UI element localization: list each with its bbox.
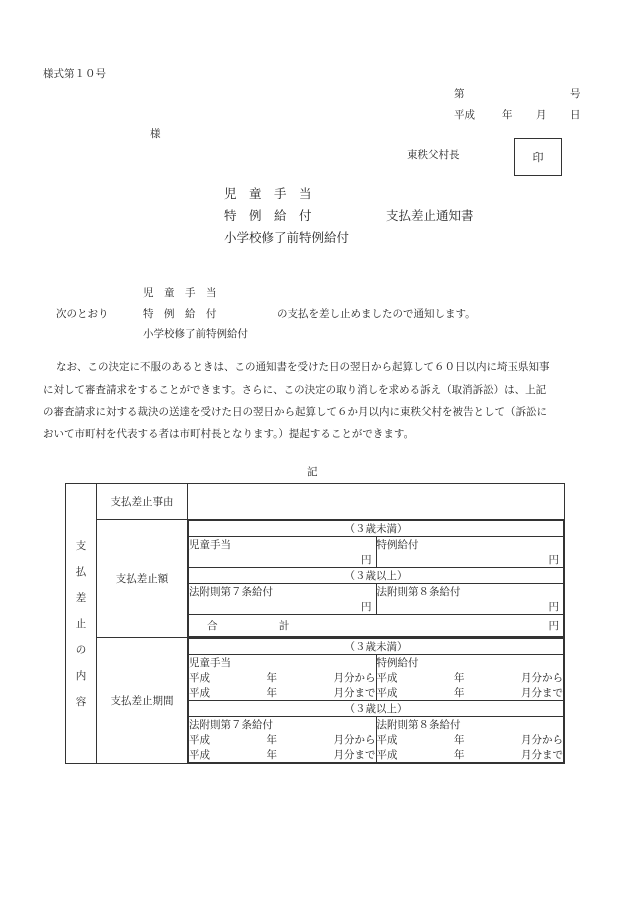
appeal-line-2: に対して審査請求をすることができます。さらに、この決定の取り消しを求める訴え（取消訴訟）は、上記 xyxy=(43,384,547,396)
title-suffix: 支払差止通知書 xyxy=(386,208,474,223)
notice-line-1: 児 童 手 当 xyxy=(143,287,217,299)
period-cell xyxy=(188,638,565,764)
date-year: 年 xyxy=(502,109,513,121)
appeal-line-1: なお、この決定に不服のあるときは、この通知書を受けた日の翌日から起算して６０日以内に埼玉県知事 xyxy=(56,361,550,373)
title-line-3: 小学校修了前特例給付 xyxy=(224,230,350,245)
addressee-suffix: 様 xyxy=(150,128,161,140)
amount-over3-header: （３歳以上） xyxy=(189,568,564,584)
amount-supp8[interactable]: 法附則第８条給付 円 xyxy=(376,584,564,615)
reason-value[interactable] xyxy=(188,484,565,520)
seal-mark: 印 xyxy=(532,151,544,164)
title-line-1: 児 童 手 当 xyxy=(224,186,312,201)
reason-label: 支払差止事由 xyxy=(97,484,188,520)
date-month: 月 xyxy=(536,109,547,121)
period-supp7[interactable]: 法附則第７条給付 平成 年 月分から 平成 年 月分まで xyxy=(189,717,377,763)
form-number: 様式第１０号 xyxy=(43,68,106,80)
amount-total[interactable]: 合 計 円 xyxy=(189,615,564,637)
issuer: 東秩父村長 xyxy=(407,149,460,161)
notice-tail: の支払を差し止めましたので通知します。 xyxy=(277,308,476,320)
period-under3-header: （３歳未満） xyxy=(189,639,564,655)
date-era: 平成 xyxy=(454,109,475,121)
ki-heading: 記 xyxy=(307,466,318,478)
amount-label: 支払差止額 xyxy=(97,520,188,638)
period-label: 支払差止期間 xyxy=(97,638,188,764)
period-special-benefit[interactable]: 特例給付 平成 年 月分から 平成 年 月分まで xyxy=(376,655,564,701)
amount-special-benefit[interactable]: 特例給付 円 xyxy=(376,537,564,568)
period-child-allowance[interactable]: 児童手当 平成 年 月分から 平成 年 月分まで xyxy=(189,655,377,701)
side-label: 支 払 差 止 の 内 容 xyxy=(66,484,97,764)
detail-table xyxy=(65,483,565,764)
notice-line-2: 特 例 給 付 xyxy=(143,308,217,320)
appeal-line-3: の審査請求に対する裁決の送達を受けた日の翌日から起算して６か月以内に東秩父村を被告として（訴訟に xyxy=(43,406,547,418)
amount-child-allowance[interactable]: 児童手当 円 xyxy=(189,537,377,568)
amount-supp7[interactable]: 法附則第７条給付 円 xyxy=(189,584,377,615)
notice-line-3: 小学校修了前特例給付 xyxy=(143,328,248,340)
appeal-line-4: おいて市町村を代表する者は市町村長となります。）提起することができます。 xyxy=(43,428,415,440)
period-supp8[interactable]: 法附則第８条給付 平成 年 月分から 平成 年 月分まで xyxy=(376,717,564,763)
doc-number-suffix: 号 xyxy=(570,88,581,100)
date-day: 日 xyxy=(570,109,581,121)
amount-under3-header: （３歳未満） xyxy=(189,521,564,537)
notice-lead: 次のとおり xyxy=(56,308,109,320)
title-line-2: 特 例 給 付 xyxy=(224,208,312,223)
amount-cell xyxy=(188,520,565,638)
doc-number-prefix: 第 xyxy=(454,88,465,100)
period-over3-header: （３歳以上） xyxy=(189,701,564,717)
seal-box xyxy=(514,138,562,176)
